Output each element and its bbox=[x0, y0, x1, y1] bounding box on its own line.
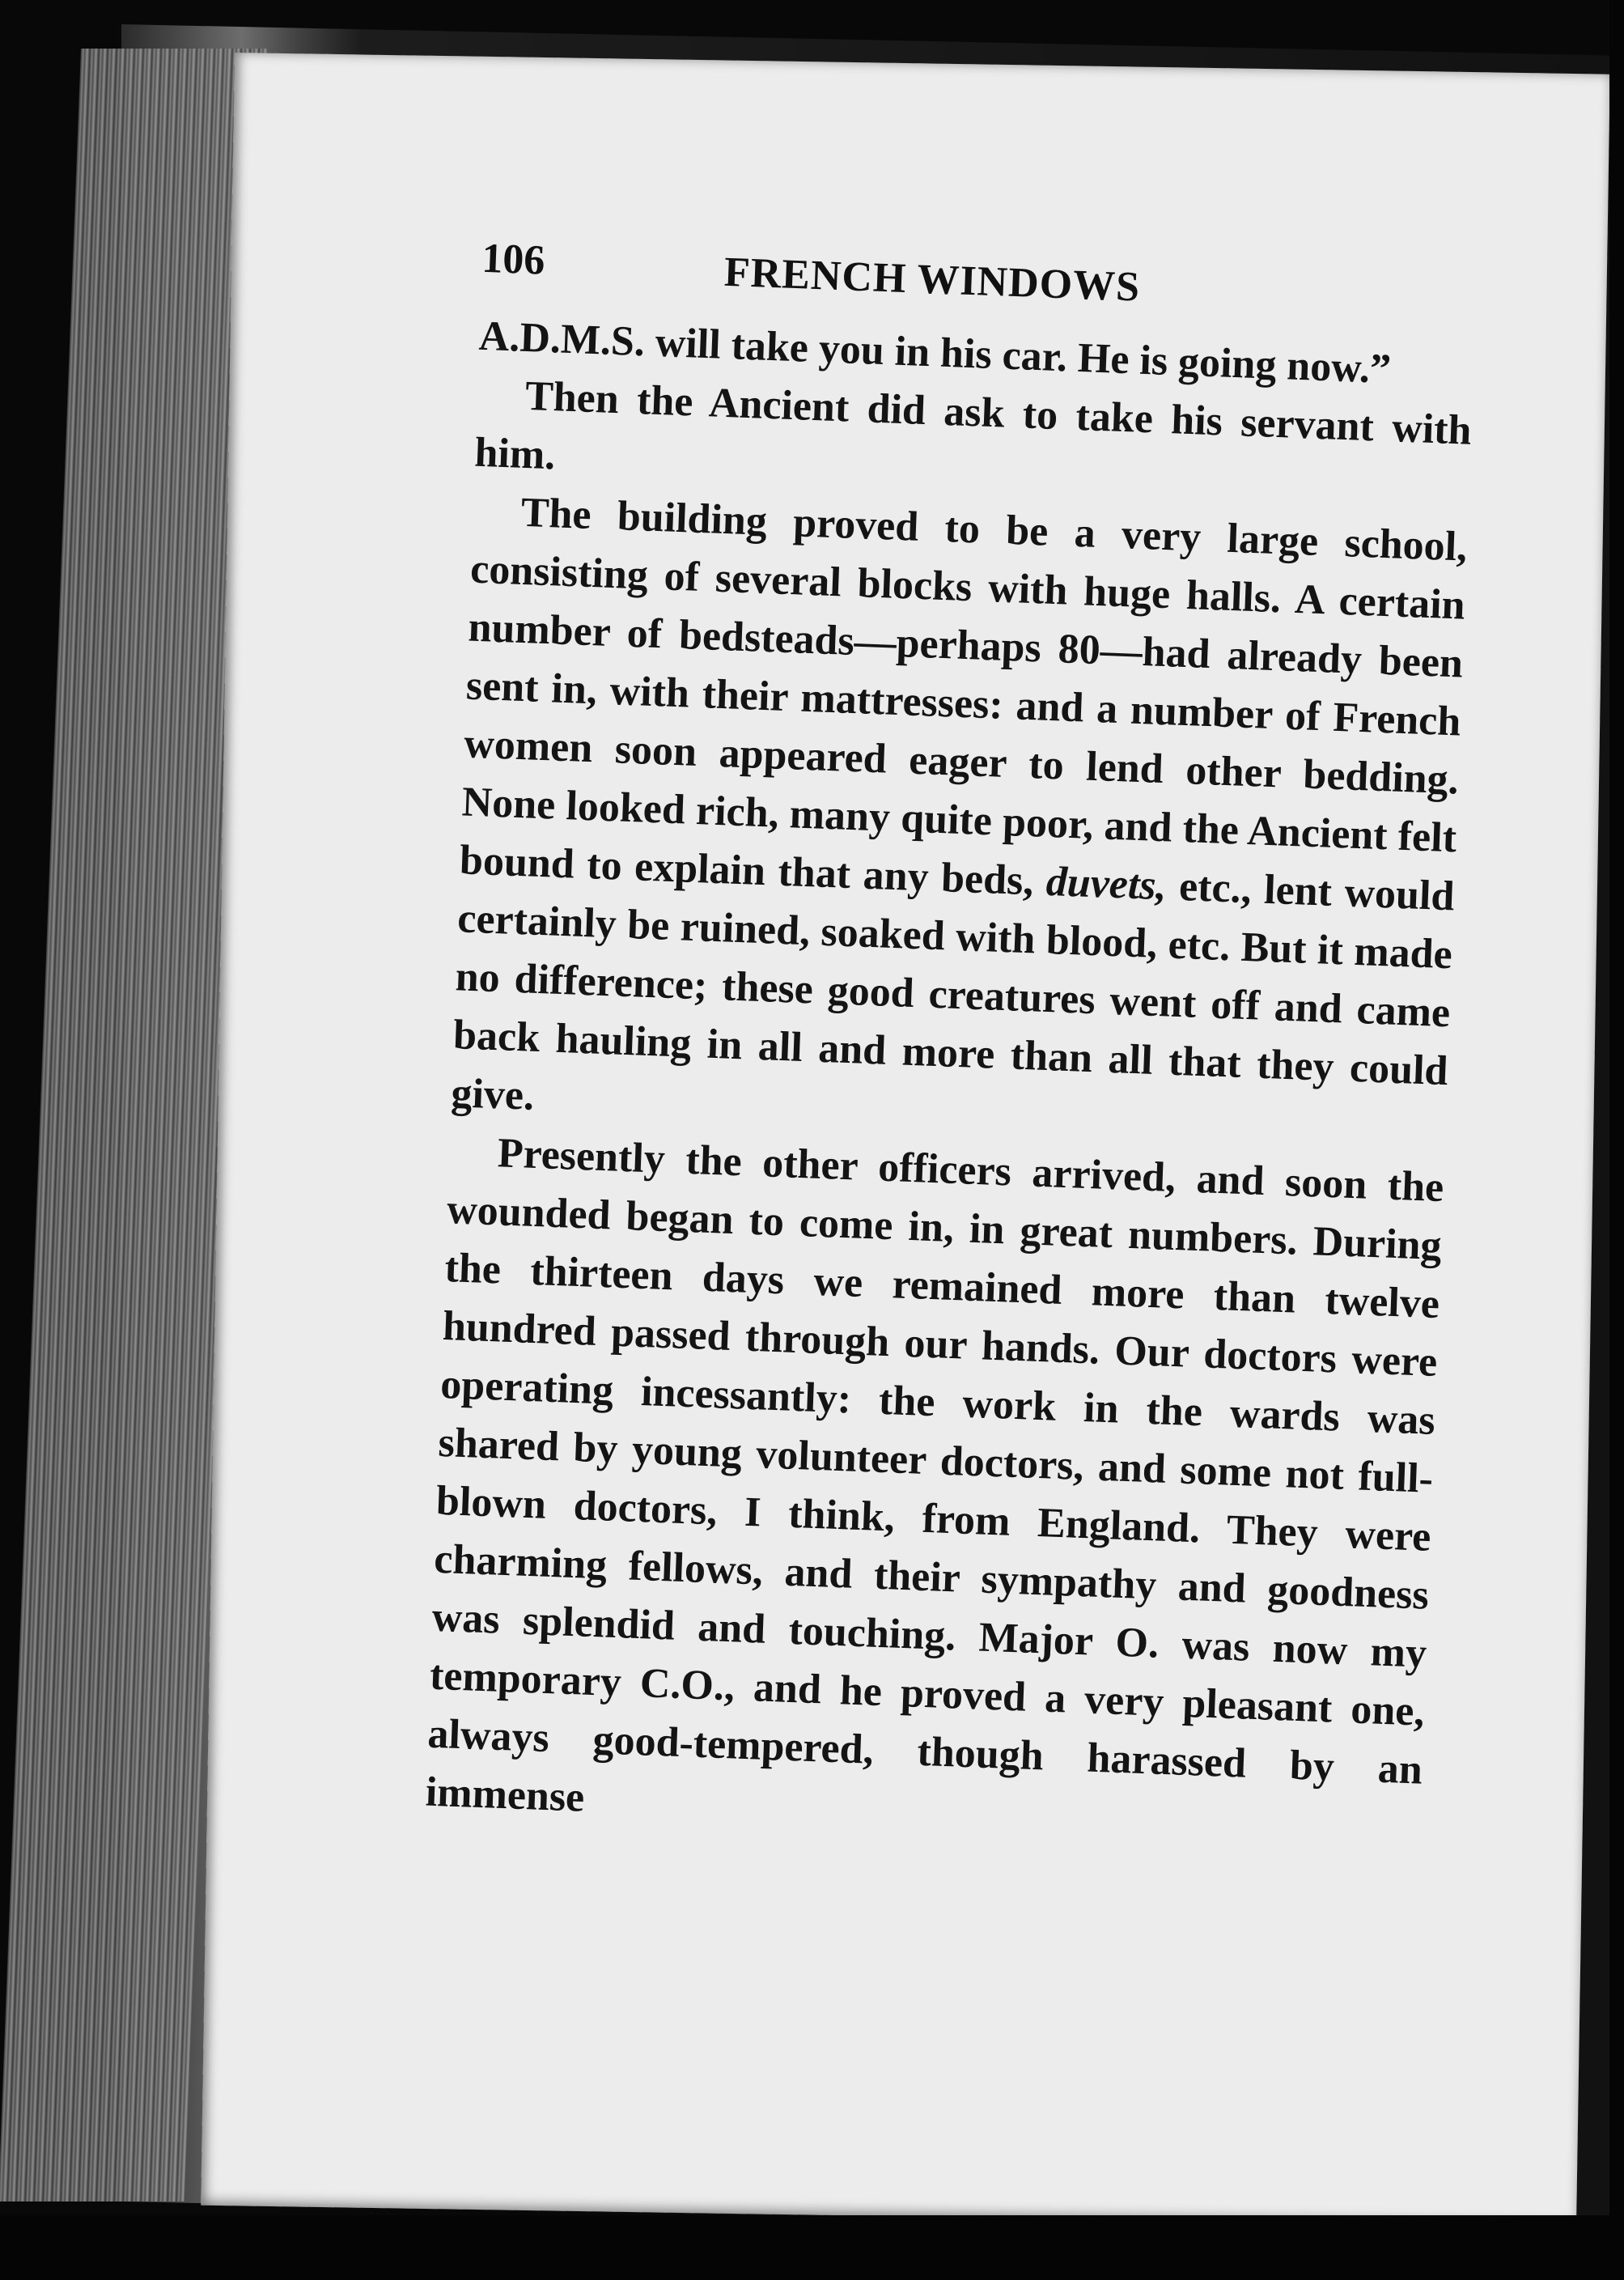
page-number: 106 bbox=[481, 235, 546, 284]
paragraph-2: Then the Ancient did ask to take his servant with him. bbox=[473, 372, 1473, 479]
paragraph-1: A.D.M.S. will take you in his car. He is going now.” bbox=[477, 312, 1392, 393]
paragraph-3-italic-term: duvets, bbox=[1045, 858, 1168, 910]
page-content bbox=[425, 235, 1478, 1858]
paragraph-3-text-a: The building proved to be a very large school, consisting of several blocks with huge halls. A certain number of bedsteads—perhaps 80—had already been sent in, with their mattresses: and a number of French women soon appeared eager to lend other bedding. None looked rich, many quite poor, and the Ancient felt bound to explain that any beds, bbox=[459, 489, 1469, 905]
running-title: FRENCH WINDOWS bbox=[723, 248, 1142, 311]
scan-right-margin bbox=[1609, 0, 1624, 2280]
paragraph-4: Presently the other officers arrived, and soon the wounded began to come in, in great numbers. During the thirteen days we remained more than twelve hundred passed through our hands. Our doctors were operating incessantly: the work in the wards was shared by young volunteer doctors, and some not full-blown doctors, I think, from England. They were charming fellows, and their sympathy and goodness was splendid and touching. Major O. was now my temporary C.O., and he proved a very pleasant one, always good-tempered, though harassed by an immense bbox=[424, 1130, 1445, 1821]
paragraph-3-text-b: etc., lent would certainly be ruined, soaked with blood, etc. But it made no difference; these good creatures went off and came back hauling in all and more than all that they could give. bbox=[450, 863, 1456, 1119]
book-page bbox=[201, 53, 1610, 2227]
paragraph-3 bbox=[450, 482, 1468, 1160]
scan-bottom-margin bbox=[0, 2215, 1624, 2280]
text-body bbox=[425, 308, 1475, 1858]
